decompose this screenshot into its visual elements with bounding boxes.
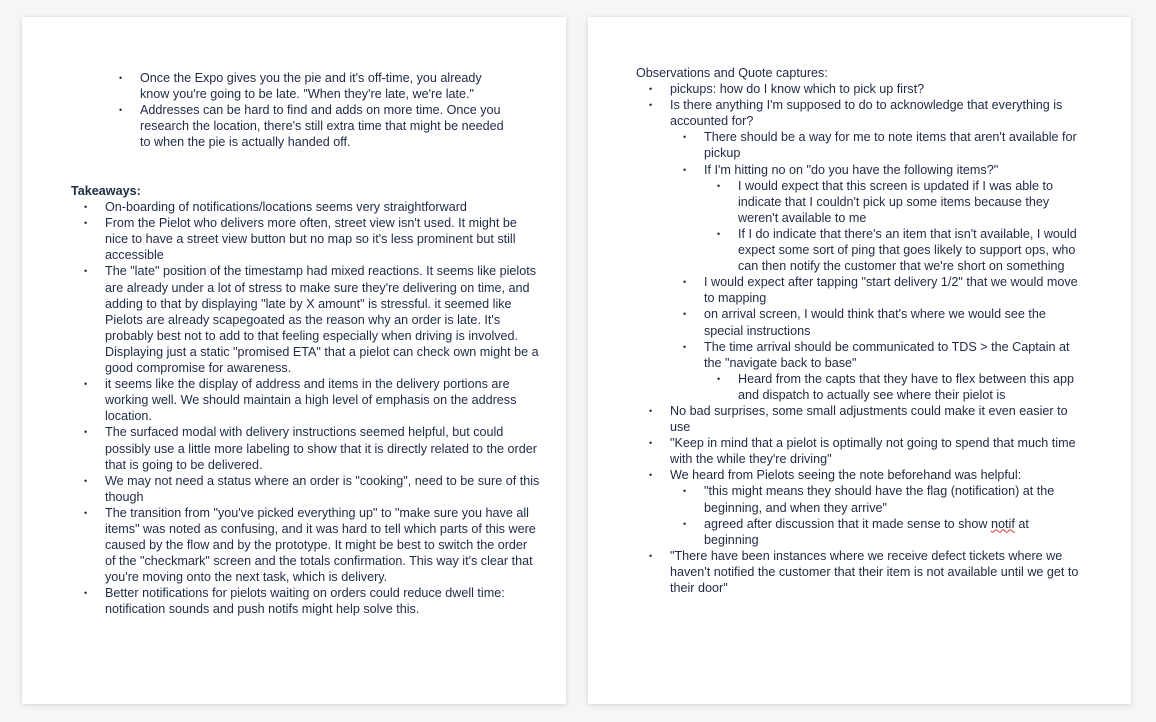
list-item: • The surfaced modal with delivery instructions seemed helpful, but could possibly use a little more labeling to show that it is directly related to the order that is going to be delivered. bbox=[71, 424, 541, 472]
item-text: "Keep in mind that a pielot is optimally not going to spend that much time with the while they're driving" bbox=[670, 436, 1076, 467]
item-text: Is there anything I'm supposed to do to acknowledge that everything is accounted for? bbox=[670, 98, 1063, 129]
list-item: • it seems like the display of address and items in the delivery portions are working well. We should maintain a high level of emphasis on the address location. bbox=[71, 376, 541, 424]
list-item: • We may not need a status where an order is "cooking", need to be sure of this though bbox=[71, 473, 541, 505]
item-text: on arrival screen, I would think that's where we would see the special instructions bbox=[704, 307, 1046, 338]
list-item: • On-boarding of notifications/locations seems very straightforward bbox=[71, 199, 541, 215]
list-item bbox=[636, 403, 1086, 435]
item-text: The time arrival should be communicated to TDS > the Captain at the "navigate back to base" bbox=[704, 339, 1070, 370]
item-text: No bad surprises, some small adjustments could make it even easier to use bbox=[670, 403, 1068, 435]
list-item: • The transition from "you've picked everything up" to "make sure you have all items" was noted as confusing, and it was hard to tell which parts of this were caused by the flow and by the prototype. It might be best to switch the order of the "checkmark" screen and the totals confirmation. This way it's clear that you're moving onto the next task, which is delivery. bbox=[71, 505, 541, 585]
item-text: I would expect after tapping "start delivery 1/2" that we would move to mapping bbox=[704, 275, 1078, 306]
list-item: • The "late" position of the timestamp had mixed reactions. It seems like pielots are already under a lot of stress to make sure they're delivering on time, and adding to that by displaying "late by X amount" is stressful. it seemed like Pielots are already scapegoated as the reason why an order is late. It's probably best not to add to that feeling especially when driving is involved. Displaying just a static "promised ETA" that a pielot can check own might be a good compromise for awareness. bbox=[71, 263, 541, 376]
item-text: at beginning bbox=[704, 516, 1029, 547]
item-text: I would expect that this screen is updated if I was able to indicate that I couldn't pick up some items because they weren't available to me bbox=[738, 178, 1054, 225]
item-text: "There have been instances where we receive defect tickets where we haven't notified the customer that their item is not available until we get to their door" bbox=[670, 548, 1079, 595]
takeaways-list bbox=[71, 199, 541, 617]
list-item bbox=[704, 226, 1086, 274]
document-page-left bbox=[22, 17, 566, 704]
list-item bbox=[670, 129, 1086, 161]
observations-section bbox=[636, 65, 1086, 596]
list-item bbox=[636, 81, 1086, 97]
list-item: • Once the Expo gives you the pie and it's off-time, you already know you're going to be late. "When they're late, we're late." bbox=[106, 70, 506, 102]
item-text: If I'm hitting no on "do you have the following items?" bbox=[704, 162, 999, 177]
list-item: • From the Pielot who delivers more often, street view isn't used. It might be nice to have a street view button but no map so it's less prominent but still accessible bbox=[71, 215, 541, 263]
list-item bbox=[670, 162, 1086, 275]
list-item bbox=[670, 516, 1086, 548]
item-text: "this might means they should have the flag (notification) at the beginning, and when they arrive" bbox=[704, 484, 1055, 515]
list-item bbox=[704, 178, 1086, 226]
observations-list bbox=[636, 81, 1086, 596]
list-item bbox=[636, 467, 1086, 547]
observations-heading: Observations and Quote captures: bbox=[636, 66, 828, 80]
takeaways-heading: Takeaways: bbox=[71, 184, 141, 198]
item-text: pickups: how do I know which to pick up first? bbox=[670, 82, 925, 97]
item-text: agreed after discussion that it made sense to show bbox=[704, 516, 992, 531]
list-item bbox=[670, 306, 1086, 338]
item-text: Heard from the capts that they have to flex between this app and dispatch to actually see where their pielot is bbox=[738, 371, 1075, 402]
intro-bullet-list bbox=[106, 70, 506, 150]
takeaways-section bbox=[71, 183, 541, 618]
list-item: • Better notifications for pielots waiting on orders could reduce dwell time: notification sounds and push notifs might help solve this. bbox=[71, 585, 541, 617]
list-item bbox=[670, 274, 1086, 306]
list-item bbox=[636, 97, 1086, 403]
misspelled-word[interactable]: notif bbox=[991, 516, 1015, 531]
item-text: If I do indicate that there's an item that isn't available, I would expect some sort of ping that goes likely to support ops, who can then notify the customer that we're short on something bbox=[738, 226, 1077, 274]
list-item: • Addresses can be hard to find and adds on more time. Once you research the location, there's still extra time that might be needed to when the pie is actually handed off. bbox=[106, 102, 506, 150]
list-item bbox=[636, 435, 1086, 467]
list-item bbox=[636, 548, 1086, 596]
document-page-right bbox=[588, 17, 1131, 704]
item-text: There should be a way for me to note items that aren't available for pickup bbox=[704, 130, 1077, 161]
list-item bbox=[670, 339, 1086, 403]
list-item bbox=[704, 371, 1086, 403]
item-text: We heard from Pielots seeing the note beforehand was helpful: bbox=[670, 468, 1022, 483]
list-item bbox=[670, 483, 1086, 515]
